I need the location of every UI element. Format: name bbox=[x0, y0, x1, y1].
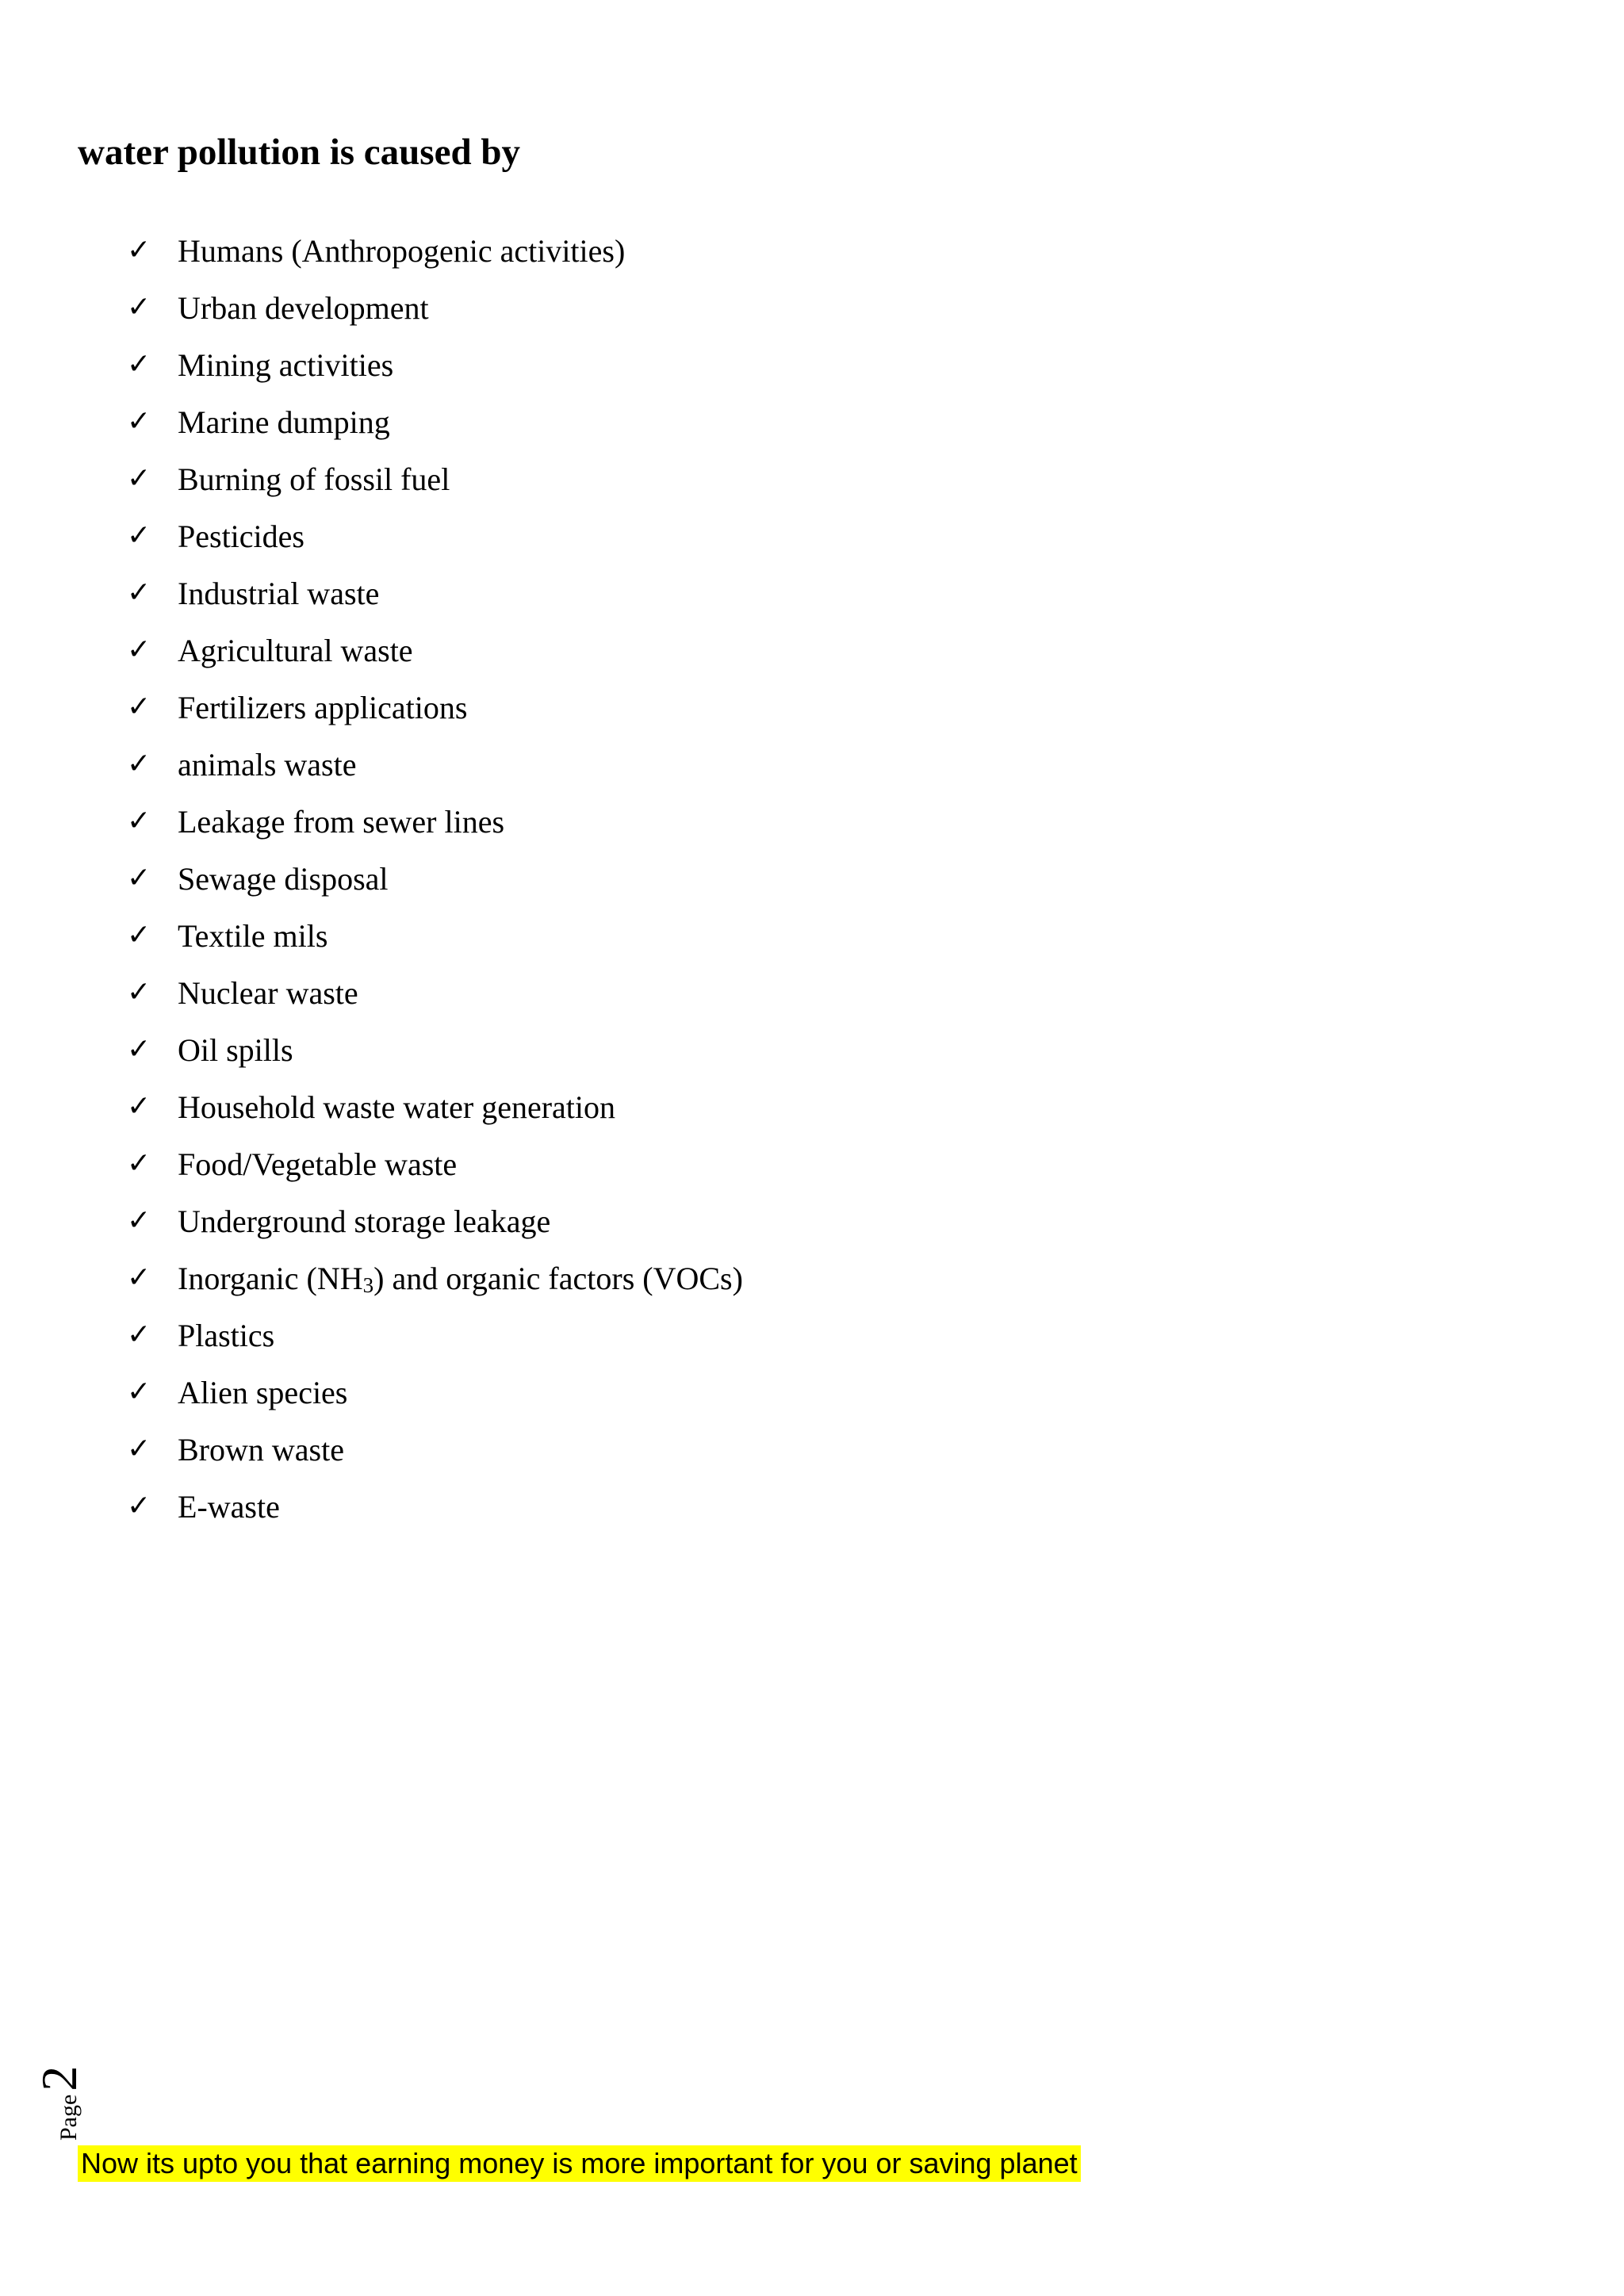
list-item bbox=[127, 1021, 743, 1078]
section-heading: water pollution is caused by bbox=[78, 132, 520, 173]
list-item bbox=[127, 450, 743, 507]
list-item bbox=[127, 1307, 743, 1364]
list-item-text: Oil spills bbox=[178, 1031, 293, 1068]
check-icon: ✓ bbox=[127, 862, 151, 894]
list-item-text: E-waste bbox=[178, 1488, 280, 1525]
list-item-text: Mining activities bbox=[178, 346, 394, 383]
list-item bbox=[127, 393, 743, 450]
list-item-text: Textile mils bbox=[178, 917, 328, 954]
list-item-text: Pesticides bbox=[178, 518, 304, 554]
list-item-text: Brown waste bbox=[178, 1431, 344, 1468]
list-item-text: animals waste bbox=[178, 746, 357, 783]
list-item bbox=[127, 793, 743, 850]
check-icon: ✓ bbox=[127, 976, 151, 1008]
list-item bbox=[127, 564, 743, 622]
list-item bbox=[127, 622, 743, 679]
check-icon: ✓ bbox=[127, 1090, 151, 1123]
check-icon: ✓ bbox=[127, 348, 151, 381]
check-icon: ✓ bbox=[127, 805, 151, 837]
list-item bbox=[127, 679, 743, 736]
list-item bbox=[127, 1364, 743, 1421]
list-item-text: Sewage disposal bbox=[178, 860, 389, 897]
causes-list bbox=[127, 222, 743, 1535]
list-item bbox=[127, 1478, 743, 1535]
list-item bbox=[127, 1421, 743, 1478]
list-item bbox=[127, 1078, 743, 1135]
list-item bbox=[127, 850, 743, 907]
list-item bbox=[127, 964, 743, 1021]
list-item-text: Nuclear waste bbox=[178, 974, 358, 1011]
check-icon: ✓ bbox=[127, 1261, 151, 1294]
list-item bbox=[127, 1192, 743, 1249]
list-item-text: Household waste water generation bbox=[178, 1089, 616, 1125]
check-icon: ✓ bbox=[127, 1033, 151, 1066]
list-item bbox=[127, 1249, 743, 1307]
list-item bbox=[127, 736, 743, 793]
check-icon: ✓ bbox=[127, 1204, 151, 1237]
list-item-text-part: ) and organic factors (VOCs) bbox=[373, 1260, 743, 1296]
list-item bbox=[127, 222, 743, 279]
check-icon: ✓ bbox=[127, 748, 151, 780]
check-icon: ✓ bbox=[127, 691, 151, 723]
list-item-text: Burning of fossil fuel bbox=[178, 461, 450, 497]
list-item-text: Food/Vegetable waste bbox=[178, 1146, 458, 1182]
check-icon: ✓ bbox=[127, 462, 151, 495]
check-icon: ✓ bbox=[127, 405, 151, 438]
subscript-number: 3 bbox=[362, 1272, 374, 1297]
list-item-text: Agricultural waste bbox=[178, 632, 413, 668]
list-item-text: Leakage from sewer lines bbox=[178, 803, 505, 840]
check-icon: ✓ bbox=[127, 1376, 151, 1408]
list-item-text: Underground storage leakage bbox=[178, 1203, 551, 1239]
list-item-text: Fertilizers applications bbox=[178, 689, 468, 725]
check-icon: ✓ bbox=[127, 291, 151, 323]
check-icon: ✓ bbox=[127, 1318, 151, 1351]
list-item-text: Alien species bbox=[178, 1374, 348, 1410]
page-number-label bbox=[30, 2045, 87, 2141]
check-icon: ✓ bbox=[127, 234, 151, 266]
check-icon: ✓ bbox=[127, 919, 151, 951]
check-icon: ✓ bbox=[127, 1490, 151, 1522]
list-item-text: Plastics bbox=[178, 1317, 275, 1353]
list-item bbox=[127, 907, 743, 964]
list-item bbox=[127, 336, 743, 393]
page-number: 2 bbox=[31, 2065, 87, 2091]
check-icon: ✓ bbox=[127, 1147, 151, 1180]
list-item bbox=[127, 507, 743, 564]
page-word: Page bbox=[56, 2094, 82, 2141]
list-item bbox=[127, 1135, 743, 1192]
list-item-text-part: Inorganic (NH bbox=[178, 1260, 363, 1296]
list-item-text: Industrial waste bbox=[178, 575, 380, 611]
highlighted-footer-note: Now its upto you that earning money is more important for you or saving planet bbox=[78, 2145, 1081, 2182]
list-item-text bbox=[178, 1260, 743, 1297]
list-item bbox=[127, 279, 743, 336]
page-number-label-rotated bbox=[30, 2066, 89, 2141]
list-item-text: Urban development bbox=[178, 289, 429, 326]
check-icon: ✓ bbox=[127, 576, 151, 609]
check-icon: ✓ bbox=[127, 1433, 151, 1465]
list-item-text: Humans (Anthropogenic activities) bbox=[178, 232, 626, 269]
check-icon: ✓ bbox=[127, 519, 151, 552]
check-icon: ✓ bbox=[127, 633, 151, 666]
list-item-text: Marine dumping bbox=[178, 404, 390, 440]
